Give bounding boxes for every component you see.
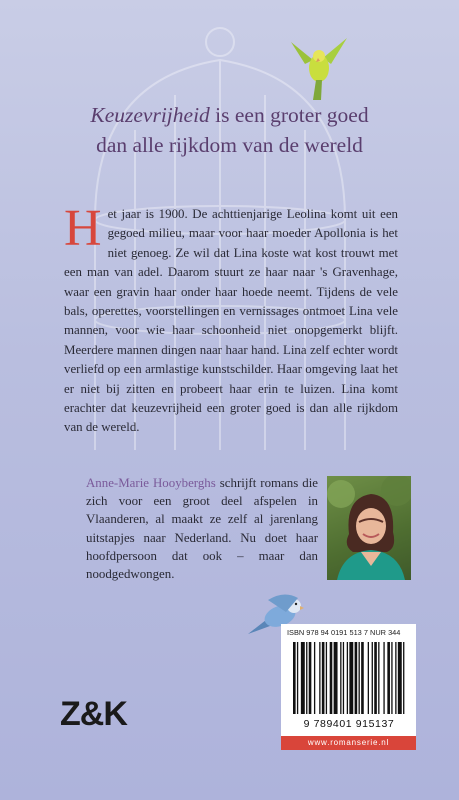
- author-portrait-image: [327, 476, 411, 580]
- barcode-bar: [372, 642, 373, 714]
- barcode-bars: [293, 642, 407, 714]
- barcode-bar: [301, 642, 305, 714]
- barcode-bar: [330, 642, 333, 714]
- barcode-bar: [322, 642, 325, 714]
- website-url: www.romanserie.nl: [281, 736, 416, 750]
- barcode-bar: [343, 642, 344, 714]
- tagline: [0, 100, 459, 160]
- barcode-bar: [319, 642, 320, 714]
- tagline-line-1: [0, 100, 459, 130]
- barcode-bar: [355, 642, 358, 714]
- barcode-bar: [391, 642, 392, 714]
- barcode-bar: [309, 642, 312, 714]
- isbn-barcode: [281, 624, 416, 736]
- barcode-bar: [314, 642, 315, 714]
- barcode-bar: [398, 642, 402, 714]
- barcode-bar: [361, 642, 364, 714]
- blurb-text: et jaar is 1900. De achttienjarige Leolina komt uit een gegoed milieu, maar voor haar moeder Apollonia is het niet genoeg. Ze wil dat Lina koste wat kost trouwt met een man van adel. Daarom stuurt ze haar naar 's Gravenhage, waar een gravin haar onder haar hoede neemt. Tijdens de vele bals, operettes, voorstellingen en vernissages ontmoet Lina vele mannen, voor wie haar schoonheid niet onopgemerkt blijft. Meerdere mannen dingen naar haar hand. Lina zelf echter wordt verliefd op een armlastige kunstschilder. Haar omgeving laat het er niet bij zitten en probeert haar erin te luizen. Lina komt erachter dat keuzevrijheid een groter goed is dan alle rijkdom van de wereld.: [64, 207, 398, 435]
- yellow-parakeet-icon: [283, 34, 353, 102]
- drop-cap: H: [64, 200, 102, 257]
- tagline-rest: is een groter goed: [209, 103, 369, 127]
- barcode-bar: [293, 642, 296, 714]
- barcode-bar: [326, 642, 327, 714]
- barcode-bar: [378, 642, 379, 714]
- barcode-bar: [387, 642, 390, 714]
- barcode-bar: [395, 642, 396, 714]
- barcode-bar: [306, 642, 307, 714]
- barcode-bar: [297, 642, 298, 714]
- tagline-italic: Keuzevrijheid: [90, 103, 210, 127]
- barcode-bar: [334, 642, 338, 714]
- barcode-bar: [383, 642, 384, 714]
- author-bio: [86, 474, 318, 583]
- tagline-line-2: dan alle rijkdom van de wereld: [96, 133, 363, 157]
- barcode-digits: 9 789401 915137: [303, 718, 395, 730]
- barcode-bar: [347, 642, 348, 714]
- barcode-bar: [349, 642, 353, 714]
- publisher-logo: Z&K: [60, 695, 127, 733]
- blurb-paragraph: [64, 200, 398, 438]
- author-photo: [327, 476, 411, 580]
- barcode-bar: [403, 642, 404, 714]
- author-name: Anne-Marie Hooyberghs: [86, 476, 216, 490]
- author-bio-text: schrijft romans die zich voor een groot deel afspelen in Vlaanderen, al maakt ze zelf al jarenlang uitstapjes naar Nederland. Nu doet haar hoofdpersoon dat ook – maar dan noodgedwongen.: [86, 476, 318, 582]
- barcode-bar: [359, 642, 360, 714]
- isbn-label: ISBN 978 94 0191 513 7 NUR 344: [287, 628, 401, 637]
- barcode-bar: [374, 642, 377, 714]
- barcode-bar: [340, 642, 341, 714]
- barcode-bar: [368, 642, 369, 714]
